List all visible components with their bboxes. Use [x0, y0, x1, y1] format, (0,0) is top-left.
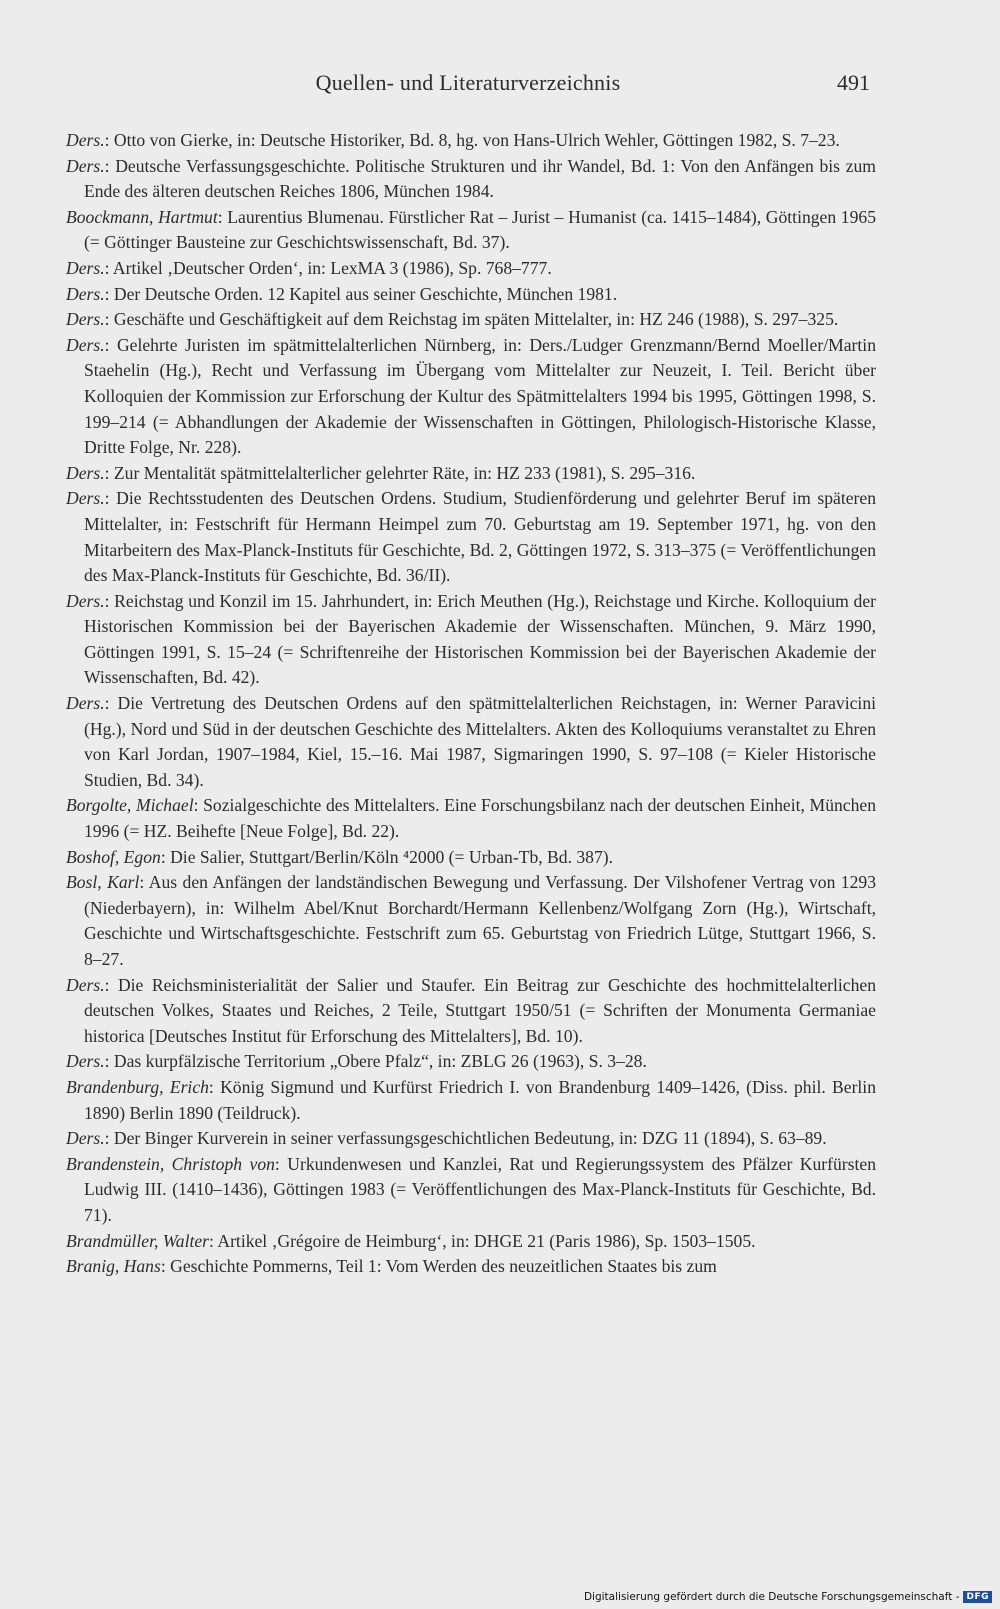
digitization-footer [584, 1591, 992, 1603]
entry-text: : Artikel ‚Grégoire de Heimburg‘, in: DHGE 21 (Paris 1986), Sp. 1503–1505. [209, 1230, 756, 1251]
entry-text: : Die Reichsministerialität der Salier und Staufer. Ein Beitrag zur Geschichte des hochmittelalterlichen deutschen Volkes, Staates und Reiches, 2 Teile, Stuttgart 1950/51 (= Schriften der Monumenta Germaniae historica [Deutsches Institut für Erforschung des Mittelalters], Bd. 10). [84, 974, 876, 1046]
bibliography-entry [66, 333, 876, 461]
bibliography-entry [66, 205, 876, 256]
bibliography-entry [66, 1126, 876, 1152]
bibliography-entry [66, 128, 876, 154]
bibliography-entry [66, 1075, 876, 1126]
entry-text: : Die Vertretung des Deutschen Ordens auf den spätmittelalterlichen Reichstagen, in: Werner Paravicini (Hg.), Nord und Süd in der deutschen Geschichte des Mittelalters. Akten des Kolloquiums veranstaltet zu Ehren von Karl Jordan, 1907–1984, Kiel, 15.–16. Mai 1987, Sigmaringen 1990, S. 97–108 (= Kieler Historische Studien, Bd. 34). [84, 693, 876, 790]
entry-text: : Das kurpfälzische Territorium „Obere Pfalz“, in: ZBLG 26 (1963), S. 3–28. [104, 1051, 647, 1072]
entry-author: Ders. [66, 257, 105, 278]
entry-text: : Der Binger Kurverein in seiner verfassungsgeschichtlichen Bedeutung, in: DZG 11 (1894), S. 63–89. [104, 1128, 827, 1149]
entry-text: : Aus den Anfängen der landständischen Bewegung und Verfassung. Der Vilshofener Vertrag von 1293 (Niederbayern), in: Wilhelm Abel/Knut Borchardt/Hermann Kellenbenz/Wolfgang Zorn (Hg.), Wirtschaft, Geschichte und Wirtschaftsgeschichte. Festschrift zum 65. Geburtstag von Friedrich Lütge, Stuttgart 1966, S. 8–27. [84, 872, 876, 969]
entry-text: : Reichstag und Konzil im 15. Jahrhundert, in: Erich Meuthen (Hg.), Reichstage und Kirche. Kolloquium der Historischen Kommission bei der Bayerischen Akademie der Wissenschaften. München, 9. März 1990, Göttingen 1991, S. 15–24 (= Schriftenreihe der Historischen Kommission bei der Bayerischen Akademie der Wissenschaften, Bd. 42). [84, 590, 876, 688]
entry-text: : Gelehrte Juristen im spätmittelalterlichen Nürnberg, in: Ders./Ludger Grenzmann/Bernd Moeller/Martin Staehelin (Hg.), Recht und Verfassung im Übergang vom Mittelalter zur Neuzeit, I. Teil. Bericht über Kolloquien der Kommission zur Erforschung der Kultur des Spätmittelalters 1994 bis 1995, Göttingen 1998, S. 199–214 (= Abhandlungen der Akademie der Wissenschaften in Göttingen, Philologisch-Historische Klasse, Dritte Folge, Nr. 228). [84, 334, 876, 458]
bibliography-entry [66, 973, 876, 1050]
entry-author: Ders. [66, 1051, 105, 1072]
entry-text: : Geschäfte und Geschäftigkeit auf dem Reichstag im späten Mittelalter, in: HZ 246 (1988), S. 297–325. [104, 309, 839, 330]
bibliography-entry [66, 589, 876, 691]
entry-text: : Zur Mentalität spätmittelalterlicher gelehrter Räte, in: HZ 233 (1981), S. 295–316. [104, 462, 696, 483]
entry-author: Brandenstein, Christoph von [66, 1153, 275, 1174]
bibliography-entry [66, 1254, 876, 1280]
entry-text: : Sozialgeschichte des Mittelalters. Eine Forschungsbilanz nach der deutschen Einheit, München 1996 (= HZ. Beihefte [Neue Folge], Bd. 22). [84, 795, 876, 842]
entry-author: Ders. [66, 309, 105, 330]
entry-text: : Deutsche Verfassungsgeschichte. Politische Strukturen und ihr Wandel, Bd. 1: Von den Anfängen bis zum Ende des älteren deutschen Reiches 1806, München 1984. [84, 155, 876, 202]
entry-author: Ders. [66, 155, 105, 176]
bibliography-entry [66, 1229, 876, 1255]
entry-author: Ders. [66, 130, 105, 150]
entry-text: : Otto von Gierke, in: Deutsche Historiker, Bd. 8, hg. von Hans-Ulrich Wehler, Göttingen 1982, S. 7–23. [104, 130, 840, 150]
bibliography-entry [66, 1049, 876, 1075]
entry-author: Brandenburg, Erich [66, 1076, 209, 1097]
bibliography-entry [66, 793, 876, 844]
entry-text: : Die Salier, Stuttgart/Berlin/Köln ⁴2000 (= Urban-Tb, Bd. 387). [160, 846, 614, 867]
entry-author: Boockmann, Hartmut [66, 206, 218, 227]
bibliography-entry [66, 256, 876, 282]
page-title: Quellen- und Literaturverzeichnis [315, 70, 621, 95]
bibliography-entry [66, 691, 876, 793]
entry-text: : Laurentius Blumenau. Fürstlicher Rat – Jurist – Humanist (ca. 1415–1484), Göttingen 1965 (= Göttinger Bausteine zur Geschichtswissenschaft, Bd. 37). [84, 206, 876, 253]
bibliography-entry [66, 870, 876, 972]
bibliography-entry [66, 461, 876, 487]
page-number: 491 [837, 70, 870, 95]
entry-text: : Artikel ‚Deutscher Orden‘, in: LexMA 3 (1986), Sp. 768–777. [104, 257, 552, 278]
entry-author: Branig, Hans [66, 1256, 161, 1277]
entry-author: Ders. [66, 693, 105, 714]
footer-text: Digitalisierung gefördert durch die Deutsche Forschungsgemeinschaft - [583, 1591, 960, 1603]
entry-text: : Geschichte Pommerns, Teil 1: Vom Werden des neuzeitlichen Staates bis zum [160, 1256, 717, 1277]
entry-author: Ders. [66, 974, 105, 995]
entry-author: Ders. [66, 283, 105, 304]
running-header [66, 70, 870, 104]
bibliography-list [66, 128, 876, 1280]
entry-author: Bosl, Karl [66, 872, 140, 893]
bibliography-entry [66, 307, 876, 333]
entry-author: Ders. [66, 1128, 105, 1149]
entry-author: Boshof, Egon [66, 846, 161, 867]
bibliography-entry [66, 845, 876, 871]
entry-author: Ders. [66, 334, 105, 355]
bibliography-entry [66, 282, 876, 308]
entry-text: : Der Deutsche Orden. 12 Kapitel aus seiner Geschichte, München 1981. [104, 283, 618, 304]
bibliography-entry [66, 486, 876, 588]
entry-text: : Die Rechtsstudenten des Deutschen Ordens. Studium, Studienförderung und gelehrter Beruf im späteren Mittelalter, in: Festschrift für Hermann Heimpel zum 70. Geburtstag am 19. September 1971, hg. von den Mitarbeitern des Max-Planck-Instituts für Geschichte, Bd. 2, Göttingen 1972, S. 313–375 (= Veröffentlichungen des Max-Planck-Instituts für Geschichte, Bd. 36/II). [84, 488, 876, 586]
bibliography-entry [66, 154, 876, 205]
entry-author: Ders. [66, 488, 105, 509]
entry-text: : König Sigmund und Kurfürst Friedrich I. von Brandenburg 1409–1426, (Diss. phil. Berlin 1890) Berlin 1890 (Teildruck). [84, 1076, 876, 1123]
entry-text: : Urkundenwesen und Kanzlei, Rat und Regierungssystem des Pfälzer Kurfürsten Ludwig III. (1410–1436), Göttingen 1983 (= Veröffentlichungen des Max-Planck-Instituts für Geschichte, Bd. 71). [84, 1153, 876, 1225]
entry-author: Ders. [66, 462, 105, 483]
entry-author: Brandmüller, Walter [66, 1230, 210, 1251]
entry-author: Ders. [66, 590, 105, 611]
bibliography-entry [66, 1152, 876, 1229]
dfg-logo: DFG [963, 1591, 992, 1603]
entry-author: Borgolte, Michael [66, 795, 194, 816]
